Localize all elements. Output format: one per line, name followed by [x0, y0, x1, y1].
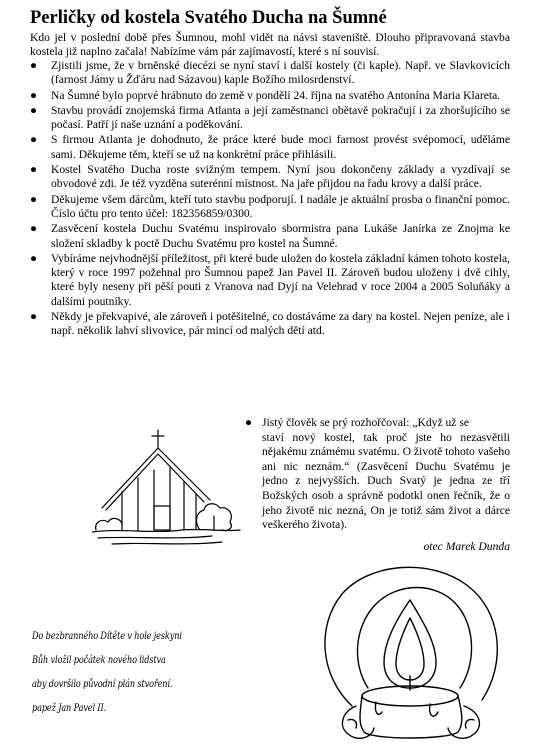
- list-item-text: Stavbu provádí znojemská firma Atlanta a její zaměstnanci obětavě pokračují i za zhoršujícího se počasí. Patří jí naše uznání a poděkování.: [51, 103, 510, 132]
- quote-text: staví nový kostel, tak proč jste ho nezasvětili nějakému známému svatému. O životě tohoto vašeho ani nic neznám.“ (Zasvěcení Duchu Svatému je jedno z nejvyšších. Duch Svatý je jedna ze tří Božských osob a správně podotkl onen řečník, že o jeho životě nic nezná, On je totiž sám život a dárce veškerého života).: [262, 430, 510, 532]
- list-item: [30, 133, 510, 162]
- author-signature: otec Marek Dunda: [423, 540, 510, 553]
- news-bullet-list: [30, 59, 510, 340]
- list-item-text: Kostel Svatého Ducha roste svižným tempem. Nyní jsou dokončeny základy a vyzdívají se obvodové zdi. Je též vyzděna suterénní místnost. Na jaře přijdou na řadu krovy a další práce.: [51, 163, 510, 191]
- quote-paragraph: [245, 416, 510, 533]
- list-item: [30, 193, 510, 222]
- list-item: [30, 104, 510, 133]
- handwritten-line: papež Jan Pavel II.: [32, 702, 107, 714]
- bullet-icon: ●: [30, 222, 38, 236]
- bullet-icon: ●: [30, 59, 38, 72]
- list-item-text: Někdy je překvapivé, ale zároveň i potěšitelné, co dostáváme za dary na kostel. Nejen peníze, ale i např. několik lahví slivovice, pár mincí od malých dětí atd.: [51, 310, 510, 338]
- bullet-icon: ●: [245, 416, 253, 429]
- handwritten-line: Do bezbranného Dítěte v hole jeskyni: [32, 630, 182, 642]
- list-item: [30, 59, 510, 88]
- church-illustration: [92, 426, 242, 548]
- list-item-text: Na Šumné bylo poprvé hrábnuto do země v pondělí 24. října na svatého Antonína Maria Klareta.: [51, 88, 501, 102]
- bullet-icon: ●: [30, 192, 38, 206]
- list-item: [30, 163, 510, 192]
- quote-first-line: Jistý člověk se prý rozhořčoval: „Když už se: [262, 416, 470, 429]
- bullet-icon: ●: [30, 133, 38, 147]
- bullet-icon: ●: [30, 310, 38, 324]
- bullet-icon: ●: [30, 88, 38, 102]
- page-title: Perličky od kostela Svatého Ducha na Šumné: [30, 8, 387, 28]
- list-item: [30, 310, 510, 339]
- list-item-text: Zasvěcení kostela Duchu Svatému inspirovalo sbormistra pana Lukáše Janírka ze Znojma ke složení skladby k poctě Duchu Svatému pro kostel na Šumné.: [51, 222, 510, 250]
- bullet-icon: ●: [30, 251, 38, 265]
- handwritten-quote: [32, 624, 219, 720]
- list-item-text: Zjistili jsme, že v brněnské diecézi se nyní staví i další kostely (či kaple). Např. ve Slavkovicích (farnost Jámy u Žďáru nad Sázavou) kaple Božího milosrdenství.: [51, 59, 510, 87]
- list-item: [30, 252, 510, 309]
- list-item-text: Vybíráme nejvhodnější příležitost, při které bude uložen do kostela základní kámen tohoto kostela, který v roce 1997 požehnal pro Šumnou papež Jan Pavel II. Zároveň budou uloženy i dvě cihly, které byly neseny při pěší pouti z Vranova nad Dyjí na Velehrad v roce 2004 a 2005 Soluňáky a dalšími poutníky.: [51, 251, 510, 308]
- list-item-text: S firmou Atlanta je dohodnuto, že práce které bude moci farnost provést svépomocí, uděláme sami. Děkujeme těm, kteří se už na konkrétní práce přihlásili.: [51, 133, 510, 161]
- list-item: [30, 89, 510, 103]
- bullet-icon: ●: [30, 163, 38, 177]
- candle-illustration: [312, 556, 512, 744]
- handwritten-line: Bůh vložil počátek nového lidstva: [32, 654, 166, 666]
- list-item: [30, 222, 510, 251]
- handwritten-line: aby dovršilo původní plán stvoření.: [32, 678, 173, 690]
- intro-paragraph: Kdo jel v poslední době přes Šumnou, mohl vidět na návsi staveniště. Dlouho připravovaná stavba kostela již naplno začala! Nabízíme vám pár zajímavostí, které s ní souvisí.: [30, 31, 510, 59]
- list-item-text: Děkujeme všem dárcům, kteří tuto stavbu podporují. I nadále je aktuální prosba o finanční pomoc. Číslo účtu pro tento účel: 182356859/0300.: [51, 192, 510, 220]
- bullet-icon: ●: [30, 103, 38, 117]
